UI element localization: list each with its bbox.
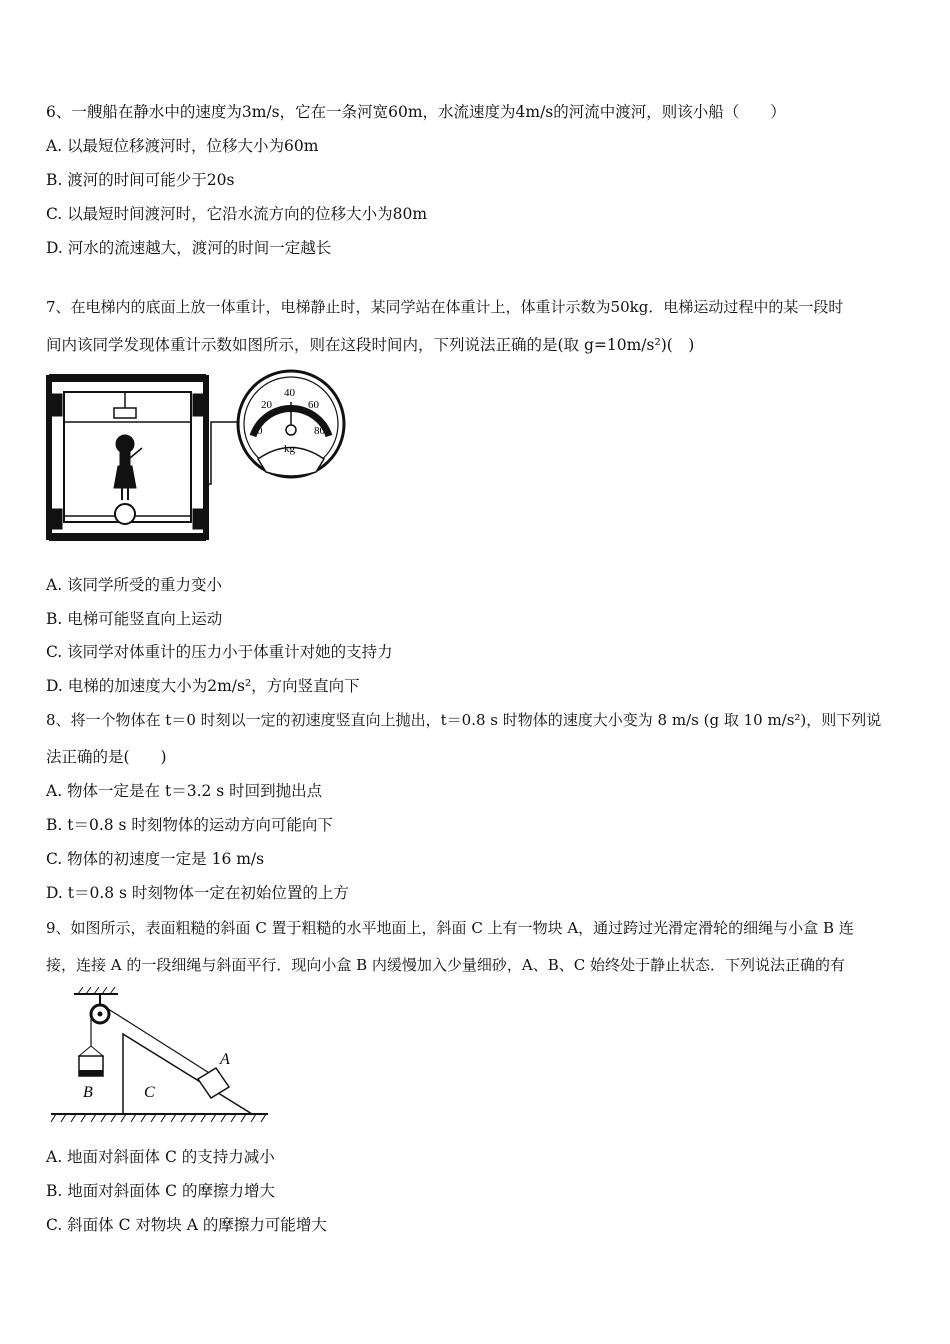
scale-dial	[238, 371, 344, 477]
q7-option-a: A. 该同学所受的重力变小	[46, 576, 223, 594]
q9-option-c: C. 斜面体 C 对物块 A 的摩擦力可能增大	[46, 1216, 327, 1234]
dial-tick-80: 80	[314, 425, 325, 437]
ground	[51, 1114, 268, 1122]
student-figure	[114, 435, 142, 500]
dial-tick-0: 0	[257, 425, 263, 437]
dial-tick-20: 20	[261, 399, 272, 411]
q8-stem-line1: 8、将一个物体在 t＝0 时刻以一定的初速度竖直向上抛出，t＝0.8 s 时物体的速度大小变为 8 m/s (g 取 10 m/s²)，则下列说	[46, 711, 882, 729]
q9-stem-line2: 接，连接 A 的一段细绳与斜面平行．现向小盒 B 内缓慢加入少量细砂，A、B、C 始终处于静止状态．下列说法正确的有	[46, 956, 846, 974]
q6-option-d: D. 河水的流速越大，渡河的时间一定越长	[46, 239, 332, 257]
q7-stem-line1: 7、在电梯内的底面上放一体重计，电梯静止时，某同学站在体重计上，体重计示数为50kg．电梯运动过程中的某一段时	[46, 298, 844, 316]
ceiling-support	[74, 987, 118, 1006]
dial-tick-60: 60	[308, 399, 319, 411]
q7-stem-line2: 间内该同学发现体重计示数如图所示，则在这段时间内，下列说法正确的是(取 g=10m/s²)( )	[46, 336, 695, 354]
dial-unit: kg	[284, 443, 295, 455]
q8-option-b: B. t＝0.8 s 时刻物体的运动方向可能向下	[46, 816, 333, 834]
q7-option-c: C. 该同学对体重计的压力小于体重计对她的支持力	[46, 643, 393, 661]
q9-stem-line1: 9、如图所示，表面粗糙的斜面 C 置于粗糙的水平地面上，斜面 C 上有一物块 A，通过跨过光滑定滑轮的细绳与小盒 B 连	[46, 919, 854, 937]
box-b	[79, 1046, 103, 1101]
q8-option-c: C. 物体的初速度一定是 16 m/s	[46, 850, 265, 868]
q9-option-b: B. 地面对斜面体 C 的摩擦力增大	[46, 1182, 275, 1200]
label-b: B	[83, 1084, 93, 1101]
q8-option-a: A. 物体一定是在 t＝3.2 s 时回到抛出点	[46, 782, 323, 800]
q6-option-a: A. 以最短位移渡河时，位移大小为60m	[46, 137, 319, 155]
incline-pulley-figure	[46, 984, 276, 1129]
q6-stem: 6、一艘船在静水中的速度为3m/s，它在一条河宽60m，水流速度为4m/s的河流中渡河，则该小船（ ）	[46, 103, 786, 121]
q7-option-d: D. 电梯的加速度大小为2m/s²，方向竖直向下	[46, 677, 360, 695]
scale-base	[115, 504, 135, 524]
q6-option-b: B. 渡河的时间可能少于20s	[46, 171, 235, 189]
dial-tick-40: 40	[284, 387, 295, 399]
q6-option-c: C. 以最短时间渡河时，它沿水流方向的位移大小为80m	[46, 205, 428, 223]
connecting-wire	[206, 422, 238, 484]
q8-stem-line2: 法正确的是( )	[46, 748, 167, 766]
q9-option-a: A. 地面对斜面体 C 的支持力减小	[46, 1148, 275, 1166]
block-a	[198, 1051, 230, 1098]
label-a: A	[220, 1051, 230, 1068]
rope-to-block-a	[102, 1005, 214, 1076]
elevator-scale-figure	[46, 364, 346, 544]
q7-option-b: B. 电梯可能竖直向上运动	[46, 610, 223, 628]
incline-c	[123, 1034, 252, 1114]
q8-option-d: D. t＝0.8 s 时刻物体一定在初始位置的上方	[46, 884, 349, 902]
label-c: C	[144, 1084, 155, 1101]
